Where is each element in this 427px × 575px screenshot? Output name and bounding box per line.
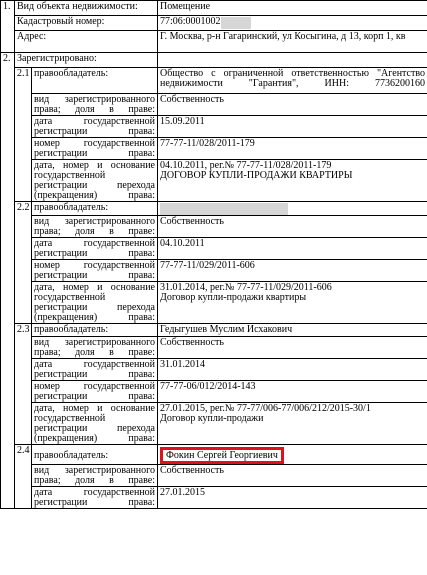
right-kind-row (1, 465, 427, 487)
transfer-value (158, 403, 427, 445)
reg-number-row (1, 138, 427, 160)
holder-label: правообладатель: (32, 324, 158, 337)
cadastral-value: 77:06:0001002 (160, 16, 221, 27)
address-row (1, 31, 427, 53)
holder-label: правообладатель: (32, 68, 158, 94)
right-kind-label: вид зарегистрированного права; доля в праве: (32, 94, 158, 116)
reg-date-label: дата государственной регистрации права: (32, 487, 158, 509)
reg-number-value: 77-77-06/012/2014-143 (158, 381, 427, 403)
reg-date-label: дата государственной регистрации права: (32, 116, 158, 138)
transfer-row (1, 282, 427, 324)
cadastral-row (1, 16, 427, 31)
reg-number-label: номер государственной регистрации права: (32, 260, 158, 282)
holder-label: правообладатель: (32, 202, 158, 216)
right-kind-row (1, 216, 427, 238)
highlighted-holder: Фокин Сергей Георгиевич (160, 447, 284, 464)
right-kind-row (1, 94, 427, 116)
address-label: Адрес: (15, 31, 158, 53)
reg-number-label: номер государственной регистрации права: (32, 138, 158, 160)
reg-date-value: 15.09.2011 (158, 116, 427, 138)
object-type-label: Вид объекта недвижимости: (15, 1, 158, 16)
registered-header-row (1, 53, 427, 68)
transfer-value (158, 160, 427, 202)
reg-number-row (1, 260, 427, 282)
redaction-block (160, 203, 288, 215)
reg-number-value: 77-77-11/028/2011-179 (158, 138, 427, 160)
transfer-label: дата, номер и основание государственной регистрации перехода (прекращения) права: (32, 282, 158, 324)
transfer-line-1: 27.01.2015, рег.№ 77-77/006-77/006/212/2015-30/1 (160, 403, 371, 414)
right-kind-label: вид зарегистрированного права; доля в праве: (32, 465, 158, 487)
holder-value-cell (158, 445, 427, 465)
owner-holder-row (1, 68, 427, 94)
section-1-number: 1. (1, 1, 15, 53)
holder-value: Гедыгушев Муслим Исхакович (158, 324, 427, 337)
cadastral-label: Кадастровый номер: (15, 16, 158, 31)
reg-date-label: дата государственной регистрации права: (32, 238, 158, 260)
transfer-label: дата, номер и основание государственной регистрации перехода (прекращения) права: (32, 160, 158, 202)
right-kind-label: вид зарегистрированного права; доля в праве: (32, 337, 158, 359)
transfer-line-2: Договор купли-продажи (160, 413, 264, 424)
transfer-row (1, 160, 427, 202)
redaction-block (221, 17, 251, 29)
transfer-row (1, 403, 427, 445)
transfer-line-2: Договор купли-продажи квартиры (160, 292, 307, 303)
owner-index: 2.4 (15, 445, 32, 509)
right-kind-value: Собственность (158, 94, 427, 116)
right-kind-value: Собственность (158, 465, 427, 487)
transfer-label: дата, номер и основание государственной регистрации перехода (прекращения) права: (32, 403, 158, 445)
transfer-line-1: 04.10.2011, рег.№ 77-77-11/028/2011-179 (160, 160, 332, 171)
reg-number-label: номер государственной регистрации права: (32, 381, 158, 403)
right-kind-row (1, 337, 427, 359)
holder-value: Общество с ограниченной ответственностью "Агентство недвижимости "Гарантия", ИНН: 7736200160 (158, 68, 427, 94)
reg-date-row (1, 116, 427, 138)
transfer-value (158, 282, 427, 324)
right-kind-value: Собственность (158, 337, 427, 359)
reg-date-row (1, 359, 427, 381)
object-type-value: Помещение (158, 1, 427, 16)
owner-index: 2.2 (15, 202, 32, 324)
reg-date-row (1, 238, 427, 260)
reg-date-row (1, 487, 427, 509)
address-value: Г. Москва, р-н Гагаринский, ул Косыгина, д 13, корп 1, кв (158, 31, 427, 53)
section-2-number: 2. (1, 53, 15, 509)
holder-value-redacted (158, 202, 427, 216)
reg-number-value: 77-77-11/029/2011-606 (158, 260, 427, 282)
owner-holder-row (1, 445, 427, 465)
reg-date-label: дата государственной регистрации права: (32, 359, 158, 381)
transfer-line-1: 31.01.2014, рег.№ 77-77-11/029/2011-606 (160, 282, 332, 293)
reg-date-value: 31.01.2014 (158, 359, 427, 381)
registered-label: Зарегистрировано: (15, 53, 158, 68)
reg-number-row (1, 381, 427, 403)
owner-index: 2.1 (15, 68, 32, 202)
owner-index: 2.3 (15, 324, 32, 445)
reg-date-value: 27.01.2015 (158, 487, 427, 509)
transfer-line-2: ДОГОВОР КУПЛИ-ПРОДАЖИ КВАРТИРЫ (160, 170, 353, 181)
object-type-row (1, 1, 427, 16)
right-kind-value: Собственность (158, 216, 427, 238)
cadastral-cell (158, 16, 427, 31)
owner-holder-row (1, 324, 427, 337)
right-kind-label: вид зарегистрированного права; доля в праве: (32, 216, 158, 238)
owner-holder-row (1, 202, 427, 216)
holder-label: правообладатель: (32, 445, 158, 465)
reg-date-value: 04.10.2011 (158, 238, 427, 260)
